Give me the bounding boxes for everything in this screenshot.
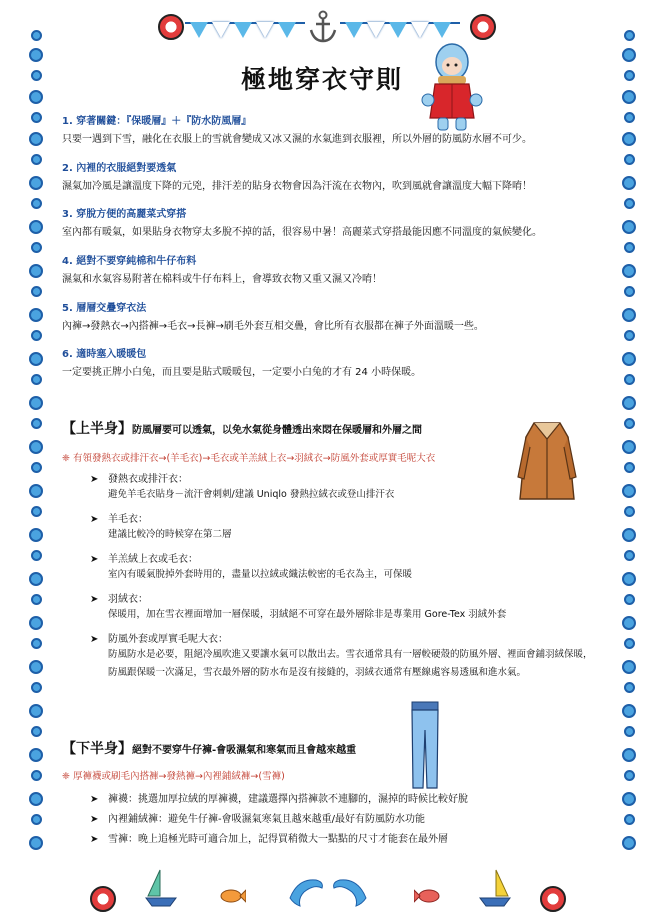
rule-text: 濕氣和水氣容易附著在棉料或牛仔布料上，會導致衣物又重又濕又冷唷！ (62, 274, 382, 285)
rule-text: 一定要挑正牌小白兔，而且要是貼式暖暖包，一定要小白兔的才有 24 小時保暖。 (62, 367, 422, 378)
upper-layer-flow: ❈ 有領發熱衣或排汗衣→(羊毛衣)→毛衣或羊羔絨上衣→羽絨衣→防風外套或厚實毛呢大衣 (62, 453, 436, 464)
rule-heading: 4. 絕對不要穿純棉和牛仔布料 (62, 256, 197, 267)
left-dot-border (25, 30, 47, 892)
border-dot-icon (29, 572, 43, 586)
upper-item-1: ➤ 發熱衣或排汗衣： (90, 474, 188, 485)
border-dot-icon (622, 308, 636, 322)
item-desc: 晚上追極光時可適合加上，記得買稍微大一點點的尺寸才能套在最外層 (138, 834, 448, 845)
border-dot-icon (31, 198, 42, 209)
border-dot-icon (624, 462, 635, 473)
border-dot-icon (624, 330, 635, 341)
border-dot-icon (29, 352, 43, 366)
rule-heading: 3. 穿脫方便的高麗菜式穿搭 (62, 209, 187, 220)
life-ring-icon (90, 886, 116, 912)
border-dot-icon (624, 814, 635, 825)
upper-item-5: ➤ 防風外套或厚實毛呢大衣： (90, 634, 228, 645)
border-dot-icon (31, 154, 42, 165)
item-name: 羊羔絨上衣或毛衣： (108, 554, 198, 565)
border-dot-icon (31, 418, 42, 429)
lower-body-heading (62, 738, 356, 758)
border-dot-icon (31, 112, 42, 123)
sailboat-icon (478, 868, 512, 908)
sailboat-icon (144, 868, 178, 908)
item-name: 褲襪： (108, 794, 138, 805)
border-dot-icon (31, 374, 42, 385)
border-dot-icon (29, 396, 43, 410)
border-dot-icon (624, 30, 635, 41)
border-dot-icon (29, 704, 43, 718)
item-desc: 防風防水是必要，阻絕冷風吹進又要讓水氣可以散出去。雪衣通常具有一層較硬殼的防風外層、裡面會鋪羽絨保暖，防風跟保暖一次滿足，雪衣最外層的防水布是沒有接縫的，羽絨衣通常有壓線處容易透風和進水氣。 (108, 649, 593, 678)
border-dot-icon (622, 748, 636, 762)
rule-heading: 1. 穿著關鍵：『保暖層』＋『防水防風層』 (62, 116, 252, 127)
item-name: 防風外套或厚實毛呢大衣： (108, 634, 228, 645)
border-dot-icon (624, 154, 635, 165)
dolphin-icon (330, 872, 370, 908)
dolphin-icon (286, 872, 326, 908)
border-dot-icon (31, 682, 42, 693)
border-dot-icon (31, 506, 42, 517)
item-desc: 保暖用，加在雪衣裡面增加一層保暖，羽絨絕不可穿在最外層除非是專業用 Gore-Tex 羽絨外套 (108, 609, 507, 620)
rule-3 (62, 208, 542, 240)
border-dot-icon (624, 638, 635, 649)
bunting-flag-icon (212, 22, 230, 38)
rule-text: 室內都有暖氣，如果貼身衣物穿太多脫不掉的話，很容易中暑！高麗菜式穿搭最能因應不同溫度的氣候變化。 (62, 227, 542, 238)
border-dot-icon (29, 836, 43, 850)
rule-5 (62, 302, 484, 334)
item-name: 雪褲： (108, 834, 138, 845)
border-dot-icon (622, 220, 636, 234)
bunting-flag-icon (411, 22, 429, 38)
anchor-icon (308, 10, 338, 44)
border-dot-icon (29, 616, 43, 630)
life-ring-icon (540, 886, 566, 912)
item-desc: 挑選加厚拉絨的厚褲襪，建議選擇內搭褲款不連腳的，濕掉的時候比較好脫 (138, 794, 468, 805)
item-desc: 室內有暖氣脫掉外套時用的，盡量以拉絨或織法較密的毛衣為主，可保暖 (108, 569, 413, 580)
bunting-flag-icon (256, 22, 274, 38)
rule-heading: 5. 層層交疊穿衣法 (62, 303, 147, 314)
page-title: 極地穿衣守則 (241, 65, 404, 94)
lower-body-tag: 【下半身】 (62, 741, 132, 757)
bunting-flag-icon (345, 22, 363, 38)
bunting-flag-icon (367, 22, 385, 38)
upper-body-subtitle: 防風層要可以透氣，以免水氣從身體透出來悶在保暖層和外層之間 (132, 425, 422, 436)
border-dot-icon (622, 660, 636, 674)
border-dot-icon (29, 176, 43, 190)
lower-layer-flow: ❈ 厚褲襪或刷毛內搭褲→發熱褲→內裡鋪絨褲→(雪褲) (62, 771, 285, 782)
border-dot-icon (624, 374, 635, 385)
rule-text: 濕氣加冷風是讓溫度下降的元兇，排汗差的貼身衣物會因為汗流在衣物內，吹到風就會讓溫度大幅下降唷！ (62, 181, 532, 192)
border-dot-icon (622, 528, 636, 542)
border-dot-icon (29, 660, 43, 674)
border-dot-icon (31, 550, 42, 561)
lower-item-2: ➤ 內裡鋪絨褲：避免牛仔褲-會吸濕氣寒氣且越來越重/最好有防風防水功能 (90, 814, 425, 825)
jeans-illustration (410, 700, 440, 790)
border-dot-icon (29, 264, 43, 278)
border-dot-icon (31, 814, 42, 825)
fish-icon (220, 888, 246, 904)
border-dot-icon (29, 484, 43, 498)
border-dot-icon (622, 836, 636, 850)
border-dot-icon (29, 440, 43, 454)
border-dot-icon (31, 242, 42, 253)
border-dot-icon (29, 220, 43, 234)
border-dot-icon (622, 616, 636, 630)
border-dot-icon (29, 748, 43, 762)
border-dot-icon (622, 792, 636, 806)
upper-item-2: ➤ 羊毛衣： (90, 514, 148, 525)
top-bunting-decoration (40, 8, 628, 48)
border-dot-icon (624, 70, 635, 81)
border-dot-icon (29, 48, 43, 62)
rule-heading: 6. 適時塞入暖暖包 (62, 349, 147, 360)
rule-text: 內褲→發熱衣→內搭褲→毛衣→長褲→刷毛外套互相交疊，會比所有衣服都在褲子外面溫暖一些。 (62, 321, 484, 332)
border-dot-icon (622, 704, 636, 718)
rule-1 (62, 115, 532, 147)
border-dot-icon (31, 594, 42, 605)
item-desc: 建議比較冷的時候穿在第二層 (108, 529, 232, 540)
border-dot-icon (31, 770, 42, 781)
border-dot-icon (624, 506, 635, 517)
upper-item-4: ➤ 羽絨衣： (90, 594, 148, 605)
border-dot-icon (31, 638, 42, 649)
border-dot-icon (29, 792, 43, 806)
item-desc: 避免羊毛衣貼身－流汗會刺刺/建議 Uniqlo 發熱拉絨衣或登山排汗衣 (108, 489, 395, 500)
upper-body-tag: 【上半身】 (62, 421, 132, 437)
fish-icon (414, 888, 440, 904)
border-dot-icon (624, 682, 635, 693)
life-ring-icon (158, 14, 184, 40)
rule-heading: 2. 內裡的衣服絕對要透氣 (62, 163, 177, 174)
bunting-flag-icon (190, 22, 208, 38)
border-dot-icon (624, 198, 635, 209)
lower-item-3: ➤ 雪褲：晚上追極光時可適合加上，記得買稍微大一點點的尺寸才能套在最外層 (90, 834, 448, 845)
border-dot-icon (622, 176, 636, 190)
border-dot-icon (29, 90, 43, 104)
border-dot-icon (31, 462, 42, 473)
rule-4 (62, 255, 382, 287)
bunting-flag-icon (234, 22, 252, 38)
item-name: 羊毛衣： (108, 514, 148, 525)
rule-6 (62, 348, 421, 380)
border-dot-icon (622, 264, 636, 278)
border-dot-icon (31, 330, 42, 341)
item-desc: 避免牛仔褲-會吸濕氣寒氣且越來越重/最好有防風防水功能 (168, 814, 425, 825)
border-dot-icon (624, 594, 635, 605)
bunting-flag-icon (278, 22, 296, 38)
border-dot-icon (622, 572, 636, 586)
border-dot-icon (624, 550, 635, 561)
border-dot-icon (622, 132, 636, 146)
right-dot-border (618, 30, 640, 892)
border-dot-icon (624, 726, 635, 737)
border-dot-icon (624, 112, 635, 123)
border-dot-icon (622, 352, 636, 366)
border-dot-icon (31, 70, 42, 81)
border-dot-icon (622, 396, 636, 410)
lower-item-1: ➤ 褲襪：挑選加厚拉絨的厚褲襪，建議選擇內搭褲款不連腳的，濕掉的時候比較好脫 (90, 794, 468, 805)
upper-body-heading (62, 418, 422, 438)
border-dot-icon (624, 286, 635, 297)
rule-text: 只要一遇到下雪，融化在衣服上的雪就會變成又冰又濕的水氣進到衣服裡，所以外層的防風防水層不可少。 (62, 134, 532, 145)
item-name: 內裡鋪絨褲： (108, 814, 168, 825)
border-dot-icon (622, 440, 636, 454)
bunting-flag-icon (433, 22, 451, 38)
border-dot-icon (624, 418, 635, 429)
border-dot-icon (31, 726, 42, 737)
upper-item-3: ➤ 羊羔絨上衣或毛衣： (90, 554, 198, 565)
border-dot-icon (29, 308, 43, 322)
border-dot-icon (29, 132, 43, 146)
rule-2 (62, 162, 532, 194)
border-dot-icon (31, 30, 42, 41)
border-dot-icon (622, 48, 636, 62)
item-name: 羽絨衣： (108, 594, 148, 605)
bottom-ocean-decoration (40, 868, 628, 912)
border-dot-icon (31, 286, 42, 297)
life-ring-icon (470, 14, 496, 40)
bunting-flag-icon (389, 22, 407, 38)
border-dot-icon (624, 242, 635, 253)
item-name: 發熱衣或排汗衣： (108, 474, 188, 485)
border-dot-icon (29, 528, 43, 542)
border-dot-icon (624, 770, 635, 781)
border-dot-icon (622, 484, 636, 498)
lower-body-subtitle: 絕對不要穿牛仔褲-會吸濕氣和寒氣而且會越來越重 (132, 745, 357, 756)
border-dot-icon (622, 90, 636, 104)
